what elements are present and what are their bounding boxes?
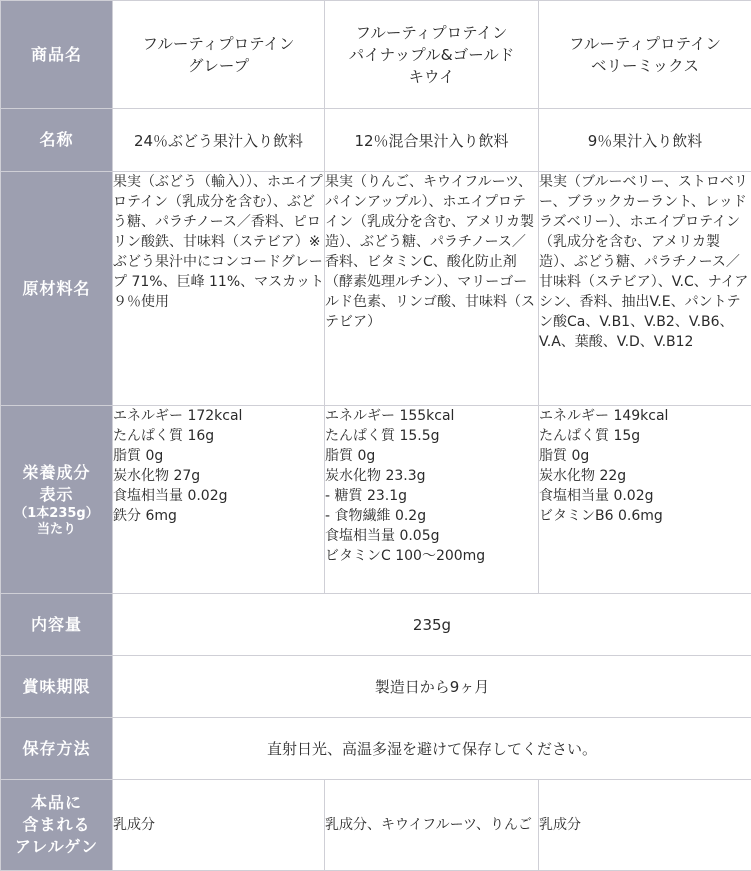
- name-row: [1, 109, 751, 172]
- product-title-1-line-2: グレープ: [113, 55, 324, 77]
- header-nutrition-line-1: 栄養成分: [1, 462, 112, 484]
- nutrition-2: [325, 406, 539, 594]
- product-title-3-line-2: ベリーミックス: [539, 55, 751, 77]
- nutrition-2-item: たんぱく質 15.5g: [325, 426, 538, 446]
- nutrition-3-item: 脂質 0g: [539, 446, 751, 466]
- storage-row: [1, 718, 751, 780]
- header-ingredients: 原材料名: [1, 172, 113, 406]
- header-expiry: 賞味期限: [1, 656, 113, 718]
- header-nutrition-line-2: 表示: [1, 484, 112, 506]
- header-nutrition-sub-2: 当たり: [1, 522, 112, 538]
- nutrition-3-item: ビタミンB6 0.6mg: [539, 506, 751, 526]
- ingredients-2: 果実（りんご、キウイフルーツ、パインアップル）、ホエイプロテイン（乳成分を含む、アメリカ製造）、ぶどう糖、パラチノース／香料、ビタミンC、酸化防止剤（酵素処理ルチン）、マリーゴールド色素、リンゴ酸、甘味料（ステビア）: [325, 172, 539, 406]
- volume-value: 235g: [113, 594, 751, 656]
- nutrition-2-item: エネルギー 155kcal: [325, 406, 538, 426]
- nutrition-2-item: 脂質 0g: [325, 446, 538, 466]
- header-allergen-line-1: 本品に: [1, 792, 112, 814]
- expiry-row: [1, 656, 751, 718]
- header-allergen-line-3: アレルゲン: [1, 836, 112, 858]
- product-title-2: [325, 1, 539, 109]
- ingredients-1: 果実（ぶどう（輸入））、ホエイプロテイン（乳成分を含む）、ぶどう糖、パラチノース／香料、ピロリン酸鉄、甘味料（ステビア）※ぶどう果汁中にコンコードグレープ 71%、巨峰 11%、マスカット９％使用: [113, 172, 325, 406]
- header-nutrition: [1, 406, 113, 594]
- nutrition-row: [1, 406, 751, 594]
- nutrition-2-item: - 糖質 23.1g: [325, 486, 538, 506]
- nutrition-2-item: 食塩相当量 0.05g: [325, 526, 538, 546]
- product-title-3-line-1: フルーティプロテイン: [539, 33, 751, 55]
- nutrition-1-item: 脂質 0g: [113, 446, 324, 466]
- header-storage: 保存方法: [1, 718, 113, 780]
- allergen-3: 乳成分: [539, 780, 751, 871]
- product-name-2: 12％混合果汁入り飲料: [325, 109, 539, 172]
- header-allergen-line-2: 含まれる: [1, 814, 112, 836]
- product-title-3: [539, 1, 751, 109]
- expiry-value: 製造日から9ヶ月: [113, 656, 751, 718]
- nutrition-3: [539, 406, 751, 594]
- storage-value: 直射日光、高温多湿を避けて保存してください。: [113, 718, 751, 780]
- allergen-row: [1, 780, 751, 871]
- volume-row: [1, 594, 751, 656]
- nutrition-3-item: 食塩相当量 0.02g: [539, 486, 751, 506]
- allergen-1: 乳成分: [113, 780, 325, 871]
- header-nutrition-sub-1: （1本235g）: [1, 506, 112, 522]
- product-title-1: [113, 1, 325, 109]
- nutrition-1-item: 炭水化物 27g: [113, 466, 324, 486]
- nutrition-2-item: ビタミンC 100〜200mg: [325, 546, 538, 566]
- nutrition-3-item: たんぱく質 15g: [539, 426, 751, 446]
- product-name-1: 24％ぶどう果汁入り飲料: [113, 109, 325, 172]
- product-name-3: 9％果汁入り飲料: [539, 109, 751, 172]
- nutrition-1-item: 食塩相当量 0.02g: [113, 486, 324, 506]
- product-title-2-line-3: キウイ: [325, 66, 538, 88]
- nutrition-3-item: 炭水化物 22g: [539, 466, 751, 486]
- product-title-1-line-1: フルーティプロテイン: [113, 33, 324, 55]
- header-allergen: [1, 780, 113, 871]
- allergen-2: 乳成分、キウイフルーツ、りんご: [325, 780, 539, 871]
- ingredients-3: 果実（ブルーベリー、ストロベリー、ブラックカーラント、レッドラズベリー）、ホエイプロテイン（乳成分を含む、アメリカ製造）、ぶどう糖、パラチノース／甘味料（ステビア）、V.C、ナイアシン、香料、抽出V.E、パントテン酸Ca、V.B1、V.B2、V.B6、V.A、葉酸、V.D、V.B12: [539, 172, 751, 406]
- header-product: 商品名: [1, 1, 113, 109]
- header-name: 名称: [1, 109, 113, 172]
- nutrition-3-item: エネルギー 149kcal: [539, 406, 751, 426]
- product-title-2-line-2: パイナップル&ゴールド: [325, 44, 538, 66]
- ingredients-row: [1, 172, 751, 406]
- nutrition-1-item: 鉄分 6mg: [113, 506, 324, 526]
- product-title-2-line-1: フルーティプロテイン: [325, 22, 538, 44]
- nutrition-1-item: エネルギー 172kcal: [113, 406, 324, 426]
- nutrition-1-item: たんぱく質 16g: [113, 426, 324, 446]
- product-row: [1, 1, 751, 109]
- nutrition-1: [113, 406, 325, 594]
- nutrition-2-item: 炭水化物 23.3g: [325, 466, 538, 486]
- nutrition-2-item: - 食物繊維 0.2g: [325, 506, 538, 526]
- header-volume: 内容量: [1, 594, 113, 656]
